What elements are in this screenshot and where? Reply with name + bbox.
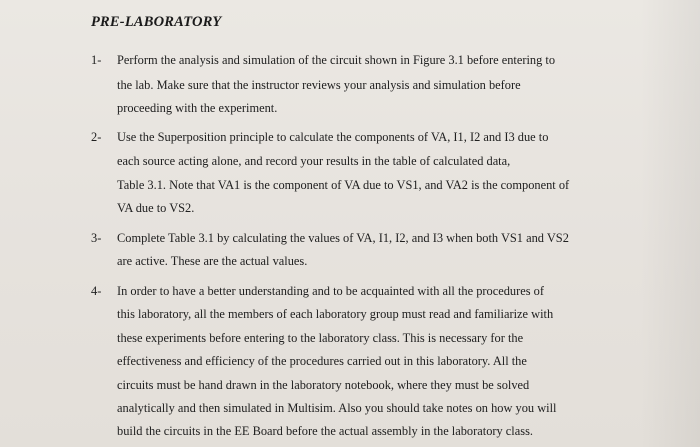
item-number: 4-: [91, 284, 102, 298]
item-line: build the circuits in the EE Board before the actual assembly in the laboratory class.: [117, 424, 533, 438]
item-line: these experiments before entering to the laboratory class. This is necessary for the: [117, 331, 524, 345]
item-line: analytically and then simulated in Multisim. Also you should take notes on how you will: [117, 401, 557, 415]
item-line: are active. These are the actual values.: [117, 254, 308, 268]
page-shadow: [640, 0, 700, 447]
item-number: 1-: [91, 53, 102, 67]
item-number: 2-: [91, 130, 102, 144]
item-number: 3-: [91, 231, 102, 245]
item-line: Complete Table 3.1 by calculating the values of VA, I1, I2, and I3 when both VS1 and VS2: [117, 231, 569, 245]
item-line: this laboratory, all the members of each laboratory group must read and familiarize with: [117, 307, 554, 321]
item-line: circuits must be hand drawn in the laboratory notebook, where they must be solved: [117, 378, 530, 392]
item-line: Table 3.1. Note that VA1 is the component of VA due to VS1, and VA2 is the component of: [117, 178, 570, 192]
item-line: the lab. Make sure that the instructor reviews your analysis and simulation before: [117, 78, 521, 92]
item-line: VA due to VS2.: [117, 201, 195, 215]
item-line: Use the Superposition principle to calculate the components of VA, I1, I2 and I3 due to: [117, 130, 549, 144]
item-line: effectiveness and efficiency of the procedures carried out in this laboratory. All the: [117, 354, 527, 368]
section-heading: PRE-LABORATORY: [91, 14, 222, 30]
item-line: proceeding with the experiment.: [117, 101, 278, 115]
item-line: Perform the analysis and simulation of the circuit shown in Figure 3.1 before entering to: [117, 53, 556, 67]
item-line: In order to have a better understanding and to be acquainted with all the procedures of: [117, 284, 544, 298]
item-line: each source acting alone, and record your results in the table of calculated data,: [117, 154, 511, 168]
